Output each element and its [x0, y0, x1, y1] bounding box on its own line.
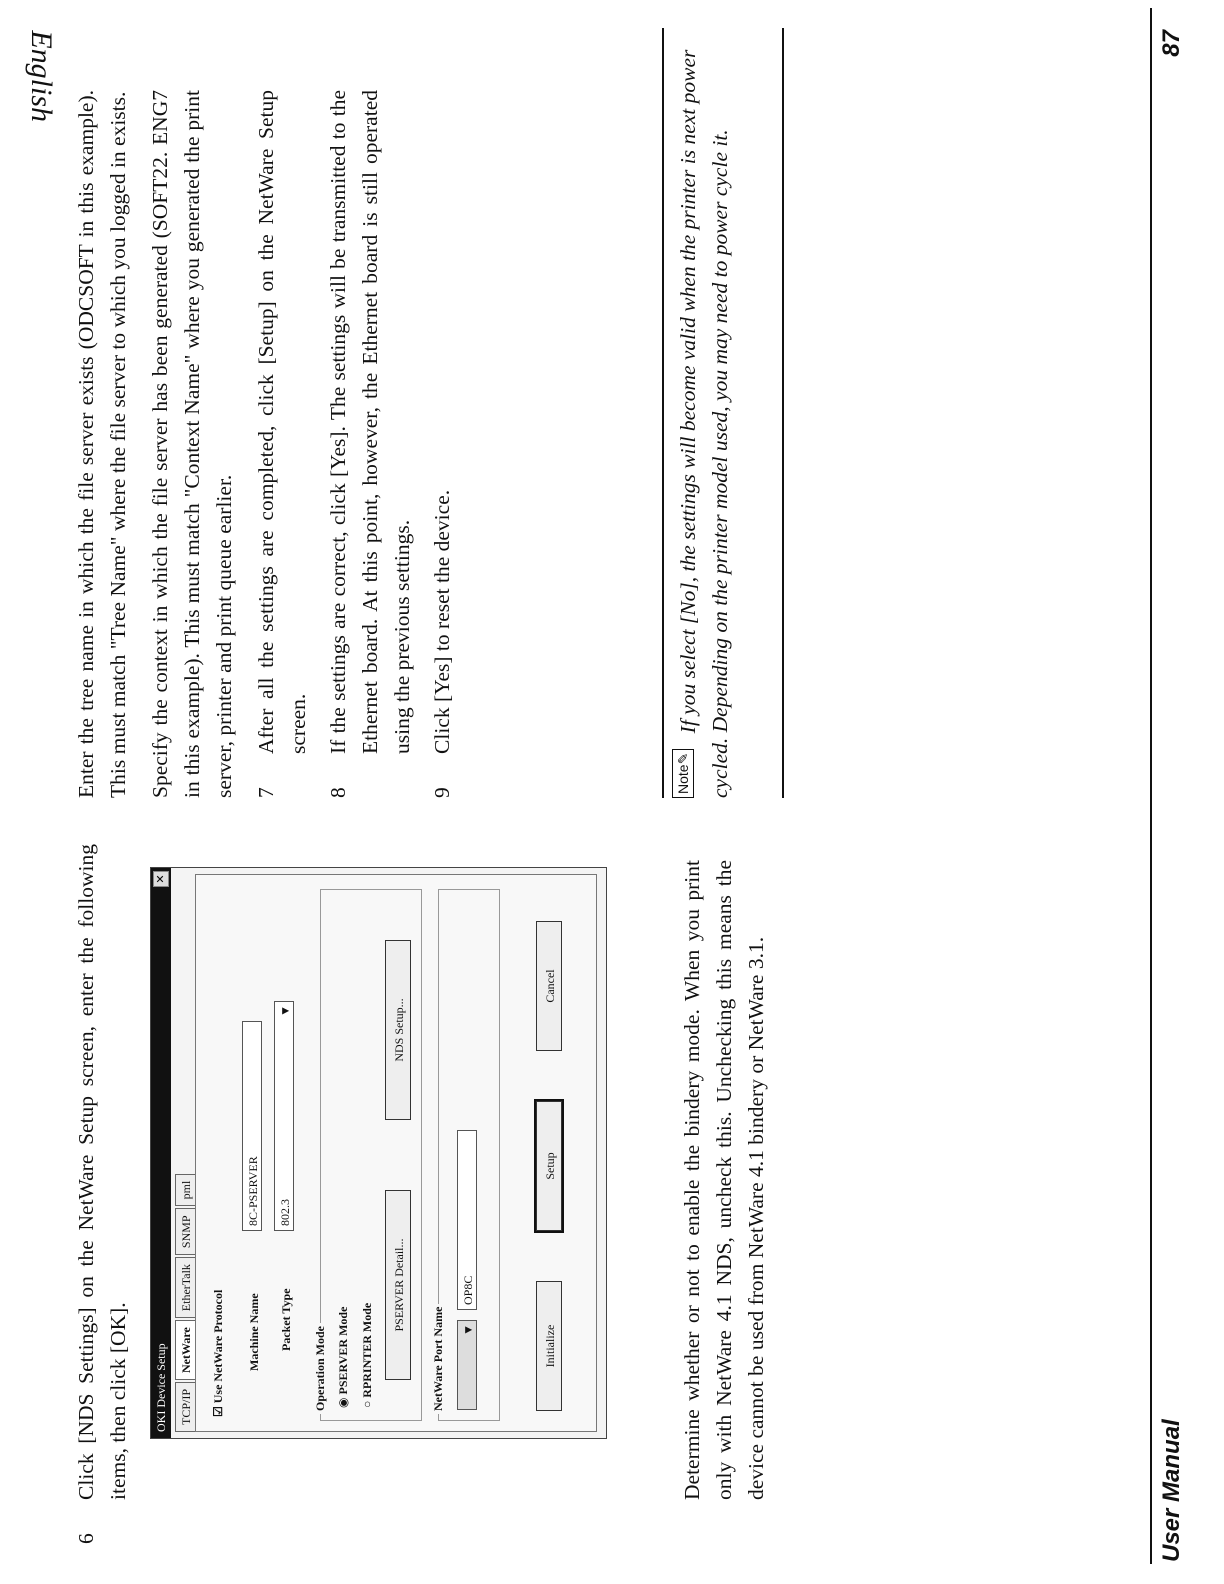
note-tag-label: Note — [675, 764, 691, 794]
step-number: 9 — [430, 787, 454, 798]
tab-pml[interactable]: pml — [175, 1174, 196, 1207]
port-name-group — [431, 889, 500, 1421]
right-column — [70, 90, 466, 798]
step-text: Click [NDS Settings] on the NetWare Setup screen, enter the following items, then click [OK]. — [74, 844, 130, 1500]
initialize-button[interactable]: Initialize — [536, 1281, 562, 1411]
step-number: 8 — [326, 787, 350, 798]
rprinter-mode-radio[interactable] — [359, 1303, 375, 1408]
dialog-title: OKI Device Setup — [154, 1343, 168, 1432]
bindery-paragraph: Determine whether or not to enable the bindery mode. When you print only with NetWare 4.1 NDS, uncheck this. Unchecking this means the device cannot be used from NetWare 4.1 bindery or NetWare 3.1. — [680, 860, 768, 1500]
step-8 — [322, 90, 418, 798]
machine-name-label: Machine Name — [247, 1293, 261, 1371]
footer-rule — [1150, 8, 1152, 1564]
tab-tcpip[interactable]: TCP/IP — [175, 1382, 196, 1432]
packet-type-label: Packet Type — [279, 1288, 293, 1351]
tab-snmp[interactable]: SNMP — [175, 1208, 196, 1255]
note-top-rule — [662, 28, 664, 798]
step-number: 6 — [74, 1533, 98, 1544]
radio-empty-icon: ○ — [360, 1400, 374, 1408]
operation-mode-label: Operation Mode — [312, 1323, 328, 1414]
port-name-field[interactable]: OP8C — [457, 1130, 477, 1310]
step-7 — [250, 90, 314, 798]
step-number: 7 — [254, 787, 278, 798]
tab-netware[interactable]: NetWare — [175, 1320, 196, 1380]
footer-title: User Manual — [1158, 1419, 1185, 1562]
pserver-mode-label: PSERVER Mode — [336, 1306, 350, 1395]
tree-name-paragraph: Enter the tree name in which the file server exists (ODCSOFT in this example). This must match "Tree Name" where the file server to which you logged in exists. — [74, 90, 130, 798]
step-9 — [426, 90, 458, 798]
packet-type-value: 802.3 — [278, 1199, 292, 1226]
radio-selected-icon: ◉ — [336, 1397, 350, 1408]
dialog-tabs — [175, 1172, 196, 1432]
use-netware-label: Use NetWare Protocol — [211, 1289, 225, 1404]
dialog-title-bar — [151, 868, 171, 1438]
cancel-button[interactable]: Cancel — [536, 921, 562, 1051]
rprinter-mode-label: RPRINTER Mode — [360, 1302, 374, 1398]
step-6 — [70, 844, 134, 1544]
note-icon: Note✎ — [672, 749, 694, 798]
machine-name-field[interactable]: 8C-PSERVER — [242, 1021, 262, 1231]
step-text: If the settings are correct, click [Yes]. The settings will be transmitted to the Ethernet board. At this point, however, the Ethernet board is still operated using the previous settings. — [326, 90, 414, 754]
packet-type-select[interactable] — [274, 1001, 294, 1231]
note-block — [672, 28, 736, 798]
chevron-down-icon: ▼ — [278, 1005, 292, 1017]
operation-mode-group — [313, 889, 422, 1421]
left-column — [70, 844, 142, 1544]
note-bottom-rule — [782, 28, 784, 798]
nds-setup-button[interactable]: NDS Setup... — [385, 940, 411, 1120]
checkbox-checked-icon: ☑ — [211, 1406, 225, 1417]
context-paragraph: Specify the context in which the file server has been generated (SOFT22. ENG7 in this example). This must match "Context Name" where you generated the print server, printer and print queue earlier. — [148, 90, 236, 798]
tab-ethertalk[interactable]: EtherTalk — [175, 1257, 196, 1318]
step-text: Click [Yes] to reset the device. — [430, 489, 454, 754]
language-label: English — [25, 30, 58, 122]
step-text: After all the settings are completed, click [Setup] on the NetWare Setup screen. — [254, 90, 310, 754]
note-text: If you select [No], the settings will become valid when the printer is next power cycled. Depending on the printer model used, you may need to power cycle it. — [676, 49, 732, 798]
close-icon[interactable]: ✕ — [153, 871, 169, 887]
device-setup-dialog — [150, 867, 607, 1439]
bindery-text-block — [676, 860, 782, 1500]
netware-panel — [195, 874, 597, 1432]
chevron-down-icon: ▼ — [461, 1324, 475, 1336]
page-number: 87 — [1158, 30, 1185, 57]
pserver-mode-radio[interactable] — [335, 1307, 351, 1408]
port-type-select[interactable] — [457, 1320, 477, 1410]
port-name-label: NetWare Port Name — [430, 1304, 446, 1414]
pserver-detail-button[interactable]: PSERVER Detail... — [385, 1190, 411, 1380]
setup-button[interactable]: Setup — [536, 1101, 562, 1231]
use-netware-checkbox[interactable] — [210, 1290, 226, 1417]
